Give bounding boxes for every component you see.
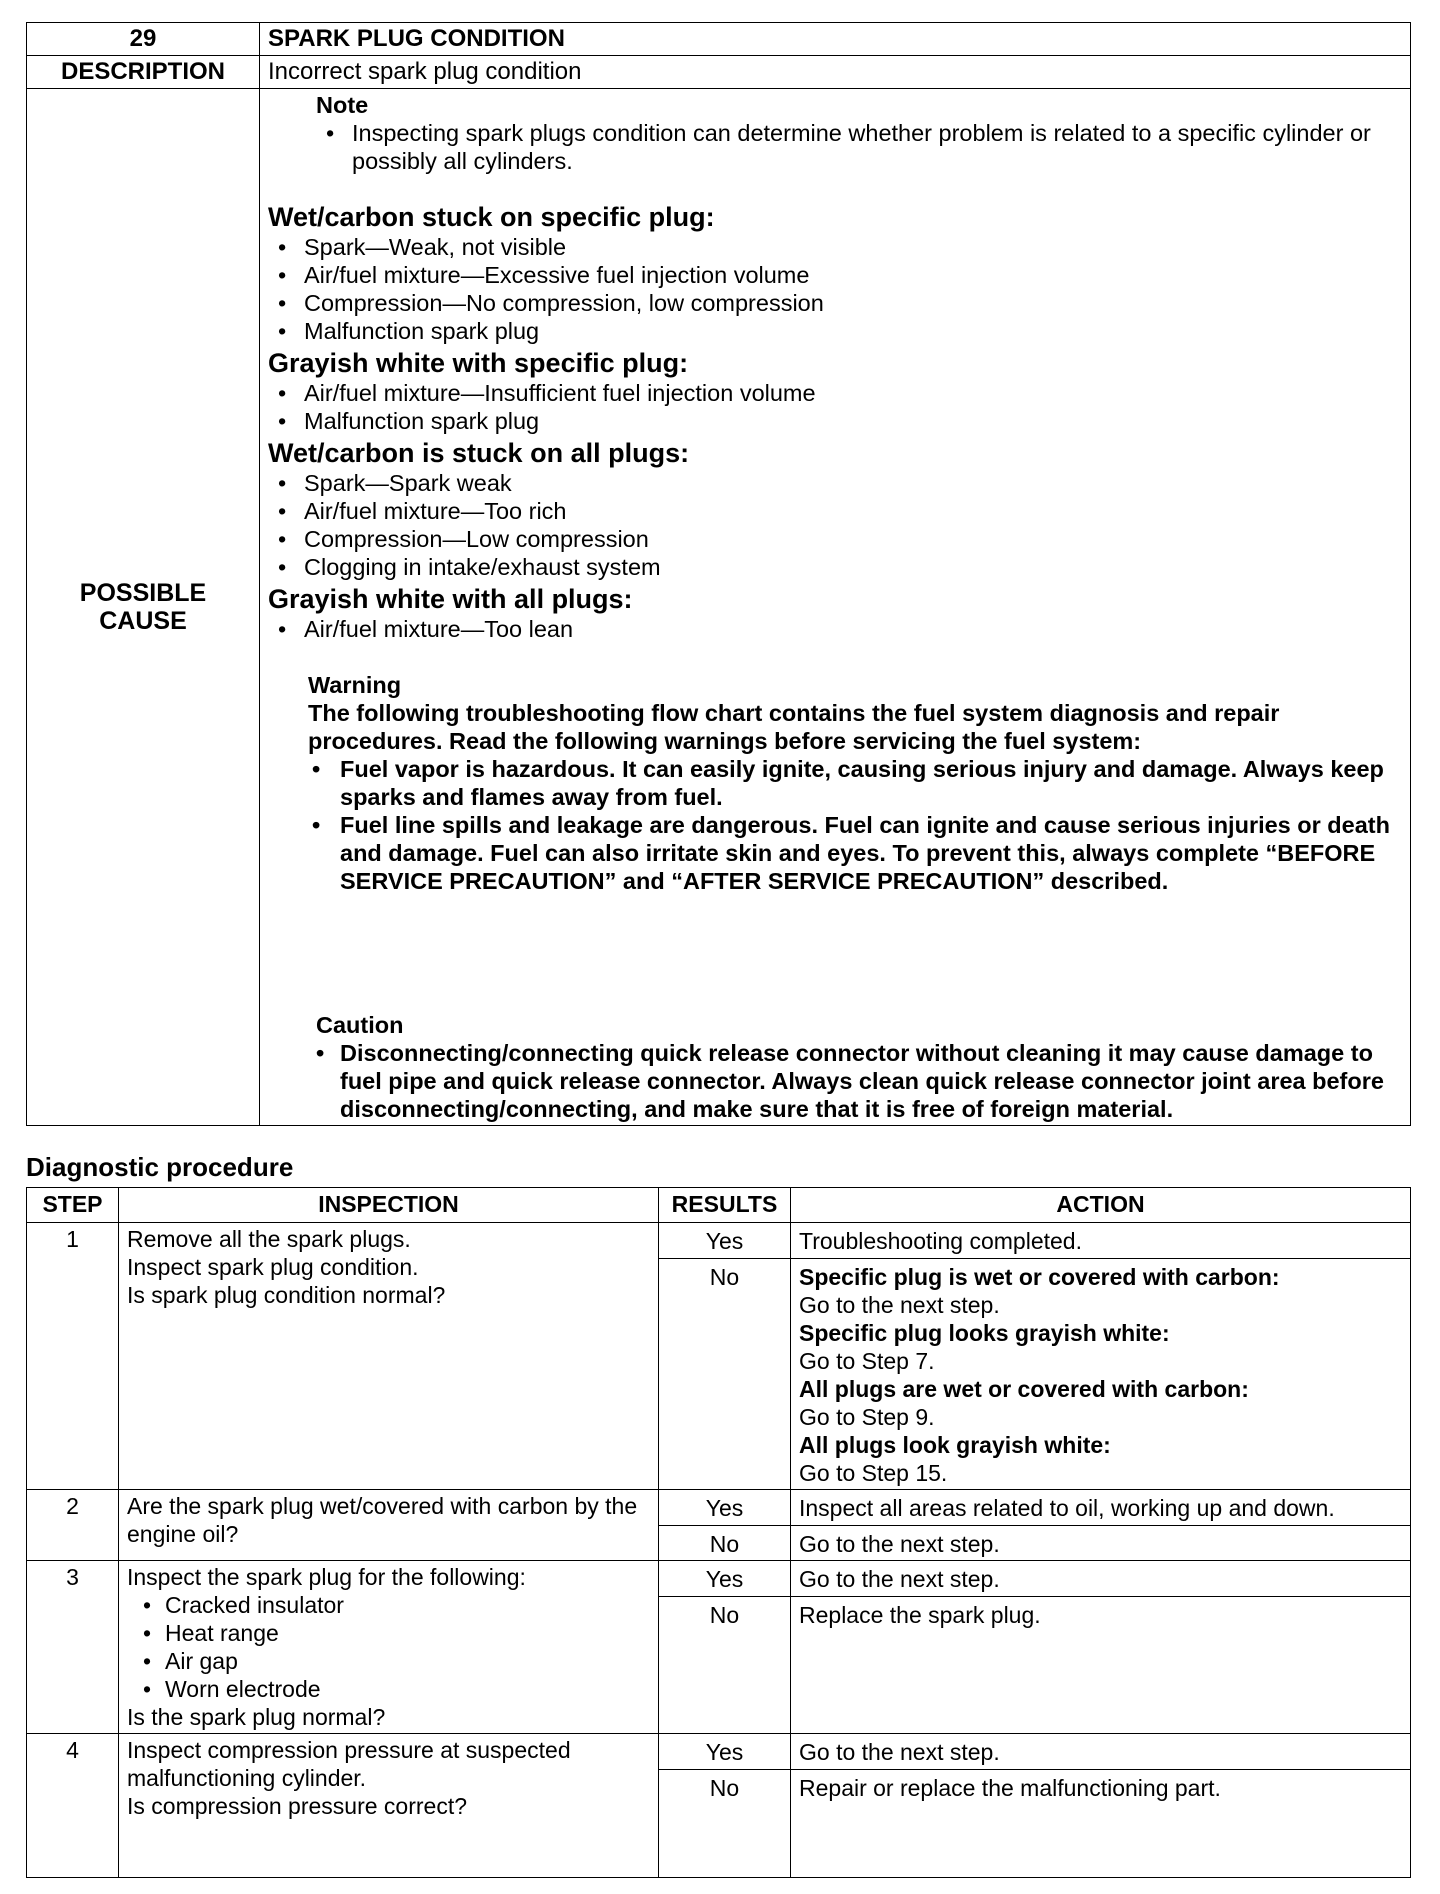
caution-title: Caution <box>316 1012 404 1038</box>
inspection-line: Is the spark plug normal? <box>127 1704 386 1730</box>
cause-heading: Grayish white with all plugs: <box>268 584 633 614</box>
step-number: 4 <box>27 1734 119 1878</box>
table-row <box>27 1734 1411 1770</box>
result-no: No <box>659 1259 791 1490</box>
warning-title: Warning <box>308 672 402 698</box>
col-header-inspection: INSPECTION <box>119 1188 659 1223</box>
action-yes: Go to the next step. <box>791 1734 1411 1770</box>
result-no: No <box>659 1597 791 1734</box>
inspection-line: Is spark plug condition normal? <box>127 1282 446 1308</box>
inspection-cell <box>119 1561 659 1734</box>
warning-list <box>308 755 1402 895</box>
cause-item: • Air/fuel mixture—Excessive fuel injection volume <box>268 261 1402 289</box>
result-yes: Yes <box>659 1734 791 1770</box>
action-yes: Go to the next step. <box>791 1561 1411 1597</box>
col-header-results: RESULTS <box>659 1188 791 1223</box>
inspection-cell <box>119 1490 659 1561</box>
action-condition: Specific plug is wet or covered with carbon: <box>799 1264 1280 1290</box>
action-result: Go to Step 9. <box>799 1404 935 1430</box>
cause-item: • Compression—Low compression <box>268 525 1402 553</box>
warning-item: • Fuel vapor is hazardous. It can easily ignite, causing serious injury and damage. Always keep sparks and flames away from fuel. <box>308 755 1402 811</box>
action-result: Go to Step 15. <box>799 1460 948 1486</box>
cause-heading: Grayish white with specific plug: <box>268 348 689 378</box>
warning-block <box>308 671 1402 895</box>
cause-list <box>268 379 1402 435</box>
step-number: 1 <box>27 1223 119 1490</box>
action-result: Go to the next step. <box>799 1292 1000 1318</box>
inspection-bullet: • Cracked insulator <box>133 1591 650 1619</box>
warning-item: • Fuel line spills and leakage are dangerous. Fuel can ignite and cause serious injuries or death and damage. Fuel can also irritate skin and eyes. To prevent this, always complete “BEFORE SERVICE PRECAUTION” and “AFTER SERVICE PRECAUTION” described. <box>308 811 1402 895</box>
action-no <box>791 1259 1411 1490</box>
action-no: Replace the spark plug. <box>791 1597 1411 1734</box>
cause-list <box>268 469 1402 581</box>
note-title: Note <box>316 92 369 118</box>
cause-heading: Wet/carbon is stuck on all plugs: <box>268 438 690 468</box>
cause-item: • Malfunction spark plug <box>268 407 1402 435</box>
inspection-cell <box>119 1223 659 1490</box>
cause-list <box>268 233 1402 345</box>
cause-heading: Wet/carbon stuck on specific plug: <box>268 202 715 232</box>
caution-list <box>316 1039 1402 1123</box>
action-yes: Inspect all areas related to oil, working up and down. <box>791 1490 1411 1526</box>
note-item: • Inspecting spark plugs condition can determine whether problem is related to a specific cylinder or possibly all cylinders. <box>316 119 1402 175</box>
table-row <box>27 1561 1411 1597</box>
warning-intro: The following troubleshooting flow chart contains the fuel system diagnosis and repair procedures. Read the following warnings before servicing the fuel system: <box>308 700 1280 754</box>
description-text: Incorrect spark plug condition <box>260 56 1411 89</box>
diagnostic-table <box>26 1187 1411 1878</box>
result-no: No <box>659 1526 791 1561</box>
result-yes: Yes <box>659 1490 791 1526</box>
item-number: 29 <box>27 23 260 56</box>
cause-item: • Malfunction spark plug <box>268 317 1402 345</box>
col-header-step: STEP <box>27 1188 119 1223</box>
possible-cause-content <box>260 89 1411 1126</box>
header-row <box>27 1188 1411 1223</box>
step-number: 2 <box>27 1490 119 1561</box>
description-label: DESCRIPTION <box>27 56 260 89</box>
inspection-bullet: • Worn electrode <box>133 1675 650 1703</box>
cause-item: • Air/fuel mixture—Insufficient fuel injection volume <box>268 379 1402 407</box>
inspection-bullet: • Air gap <box>133 1647 650 1675</box>
cause-item: • Spark—Spark weak <box>268 469 1402 497</box>
inspection-line: Inspect spark plug condition. <box>127 1254 419 1280</box>
action-condition: Specific plug looks grayish white: <box>799 1320 1170 1346</box>
col-header-action: ACTION <box>791 1188 1411 1223</box>
action-no: Repair or replace the malfunctioning part. <box>791 1770 1411 1878</box>
inspection-line: Inspect the spark plug for the following: <box>127 1564 526 1590</box>
inspection-bullets <box>127 1591 650 1703</box>
action-yes: Troubleshooting completed. <box>791 1223 1411 1259</box>
cause-item: • Air/fuel mixture—Too lean <box>268 615 1402 643</box>
inspection-line: Inspect compression pressure at suspected malfunctioning cylinder. <box>127 1737 571 1791</box>
possible-cause-label: POSSIBLE CAUSE <box>27 89 260 1126</box>
inspection-line: Are the spark plug wet/covered with carbon by the engine oil? <box>127 1493 638 1547</box>
cause-item: • Compression—No compression, low compression <box>268 289 1402 317</box>
cause-item: • Air/fuel mixture—Too rich <box>268 497 1402 525</box>
inspection-cell <box>119 1734 659 1878</box>
table-row <box>27 1490 1411 1526</box>
inspection-bullet: • Heat range <box>133 1619 650 1647</box>
inspection-line: Remove all the spark plugs. <box>127 1226 411 1252</box>
cause-item: • Clogging in intake/exhaust system <box>268 553 1402 581</box>
step-number: 3 <box>27 1561 119 1734</box>
note-block <box>268 91 1402 175</box>
action-condition: All plugs look grayish white: <box>799 1432 1111 1458</box>
item-title: SPARK PLUG CONDITION <box>260 23 1411 56</box>
action-no: Go to the next step. <box>791 1526 1411 1561</box>
result-yes: Yes <box>659 1223 791 1259</box>
action-condition: All plugs are wet or covered with carbon: <box>799 1376 1249 1402</box>
caution-item: • Disconnecting/connecting quick release connector without cleaning it may cause damage to fuel pipe and quick release connector. Always clean quick release connector joint area before disconnecting/connecting, and make sure that it is free of foreign material. <box>316 1039 1402 1123</box>
note-list <box>268 119 1402 175</box>
table-row <box>27 1223 1411 1259</box>
cause-item: • Spark—Weak, not visible <box>268 233 1402 261</box>
action-result: Go to Step 7. <box>799 1348 935 1374</box>
cause-list <box>268 615 1402 643</box>
caution-block <box>316 1011 1402 1123</box>
result-yes: Yes <box>659 1561 791 1597</box>
inspection-line: Is compression pressure correct? <box>127 1793 468 1819</box>
result-no: No <box>659 1770 791 1878</box>
section-title: Diagnostic procedure <box>26 1152 294 1182</box>
condition-table <box>26 22 1411 1126</box>
